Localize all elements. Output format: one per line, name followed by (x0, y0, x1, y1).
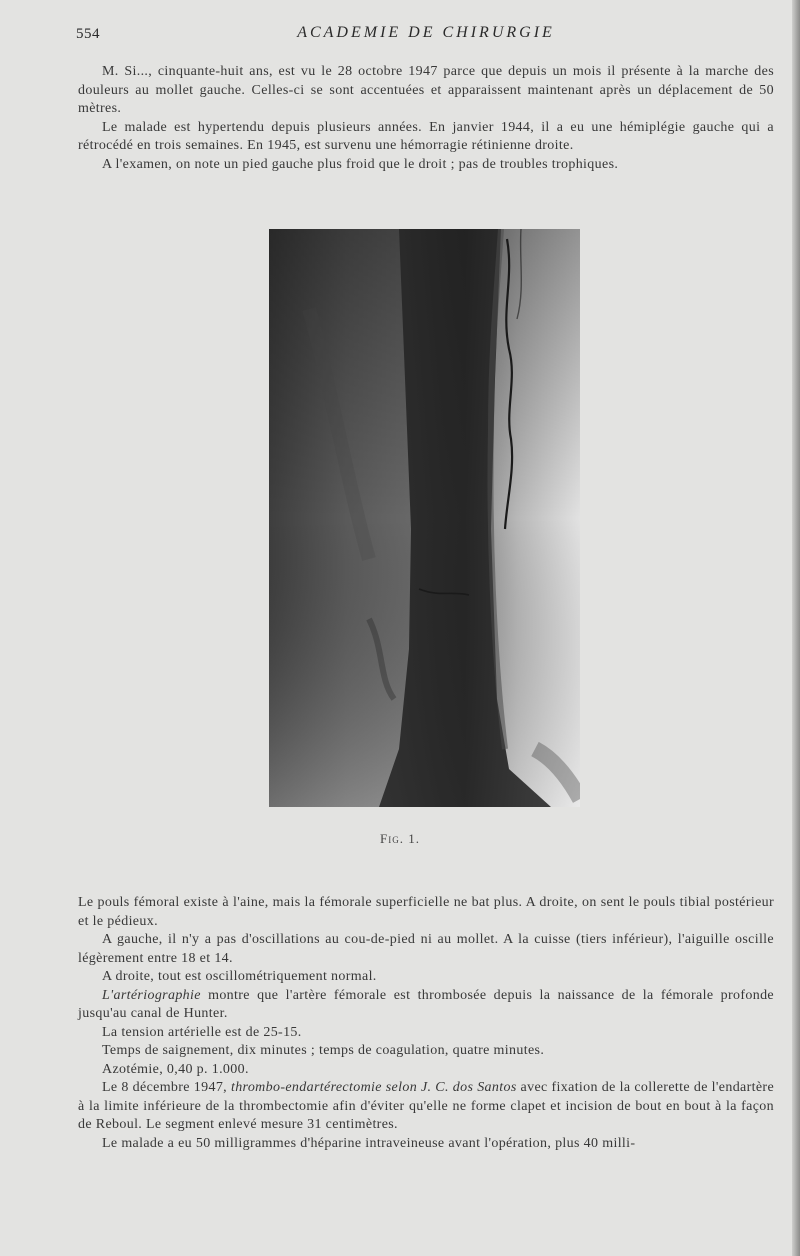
top-text-block (78, 63, 774, 174)
page-number: 554 (76, 26, 100, 42)
page-edge-shadow (792, 0, 800, 1256)
paragraph-text: avec fixation de la collerette de l'endartère à la limite inférieure de la thrombectomie afin d'éviter qu'elle ne forme clapet et incision de bout en bout à la façon de Reboul. Le segment enlevé mesure 31 centimètres. (78, 1080, 775, 1132)
paragraph-text: Le 8 décembre 1947, (102, 1080, 231, 1095)
running-head: ACADEMIE DE CHIRURGIE (297, 24, 555, 41)
radiograph-image (269, 229, 580, 807)
paragraph: M. Si..., cinquante-huit ans, est vu le 28 octobre 1947 parce que depuis un mois il présente à la marche des douleurs au mollet gauche. Celles-ci se sont accentuées et apparaissent maintenant après un déplacement de 50 mètres. (78, 64, 774, 116)
paragraph: Le malade a eu 50 milligrammes d'héparine intraveineuse avant l'opération, plus 40 milli- (102, 1135, 636, 1151)
paragraph: Le pouls fémoral existe à l'aine, mais la fémorale superficielle ne bat plus. A droite, on sent le pouls tibial postérieur et le pédieux. (78, 895, 774, 929)
arteriography-radiograph (269, 229, 580, 807)
paragraph-text: montre que l'artère fémorale est thrombosée depuis la naissance de la fémorale profonde jusqu'au canal de Hunter. (78, 987, 774, 1021)
paragraph: A l'examen, on note un pied gauche plus froid que le droit ; pas de troubles trophiques. (102, 156, 619, 172)
italic-term: L'artériographie (102, 987, 201, 1003)
paragraph (78, 1079, 774, 1135)
paragraph: La tension artérielle est de 25-15. (102, 1024, 302, 1040)
paragraph: Azotémie, 0,40 p. 1.000. (102, 1061, 249, 1077)
paragraph: Temps de saignement, dix minutes ; temps de coagulation, quatre minutes. (102, 1043, 545, 1058)
italic-term: thrombo-endartérectomie selon J. C. dos Santos (230, 1080, 517, 1095)
figure-caption: Fig. 1. (380, 831, 420, 846)
paragraph: A droite, tout est oscillométriquement normal. (102, 969, 377, 984)
bottom-text-block (78, 894, 774, 1153)
paragraph: A gauche, il n'y a pas d'oscillations au cou-de-pied ni au mollet. A la cuisse (tiers inférieur), l'aiguille oscille légèrement entre 18 et 14. (78, 932, 774, 966)
page-header (76, 22, 776, 48)
paragraph (78, 987, 774, 1024)
paragraph: Le malade est hypertendu depuis plusieurs années. En janvier 1944, il a eu une hémiplégie gauche qui a rétrocédé en trois semaines. En 1945, est survenu une hémorragie rétinienne droite. (78, 119, 774, 153)
